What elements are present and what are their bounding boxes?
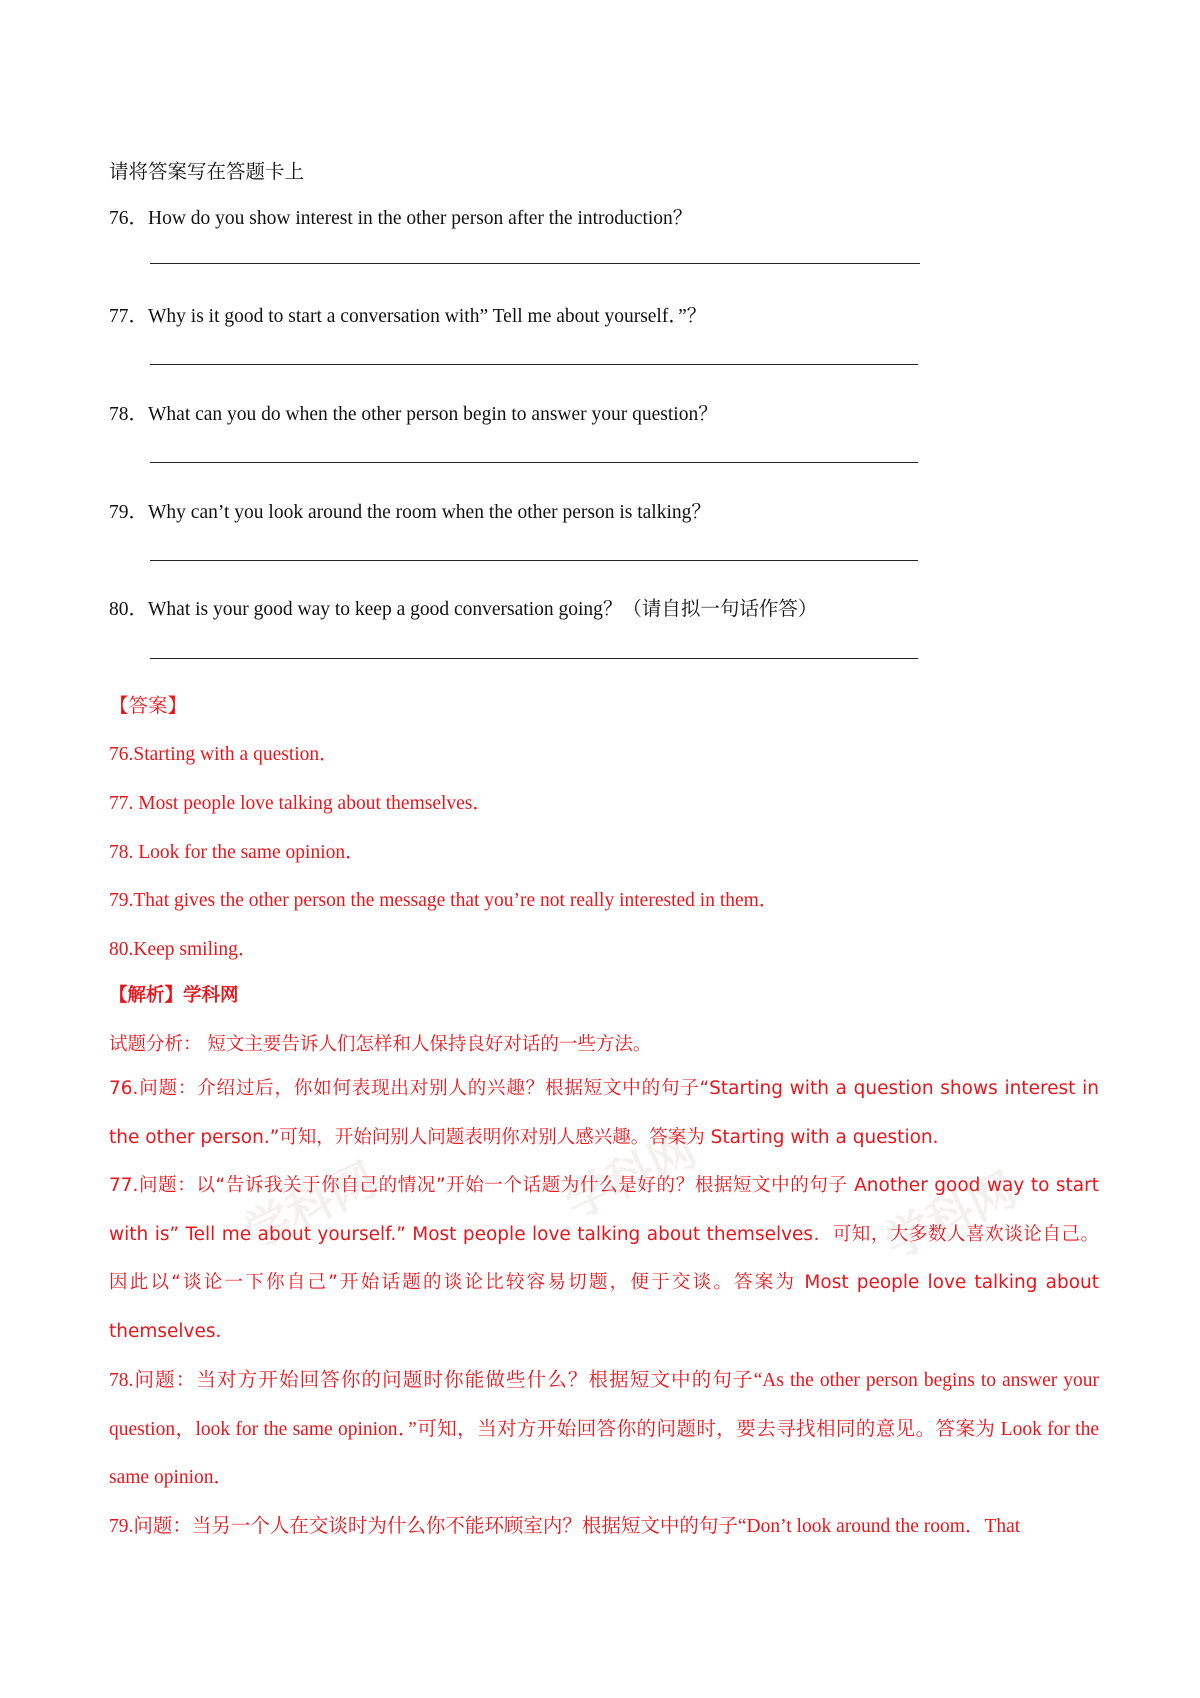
answer-line-78[interactable] bbox=[150, 462, 918, 463]
analysis-heading: 【解析】学科网 bbox=[109, 985, 239, 1006]
analysis-79: 79.问题：当另一个人在交谈时为什么你不能环顾室内？根据短文中的句子“Don’t look around the room．That bbox=[109, 1516, 1021, 1537]
answer-79: 79.That gives the other person the message that you’re not really interested in them． bbox=[109, 890, 779, 911]
answer-80: 80.Keep smiling． bbox=[109, 939, 258, 960]
watermark: 学科网 bbox=[876, 1162, 1025, 1270]
question-80 bbox=[109, 593, 817, 621]
question-number: 76． bbox=[109, 208, 149, 229]
answer-76: 76.Starting with a question． bbox=[109, 744, 339, 765]
question-number: 79． bbox=[109, 502, 149, 523]
question-number: 77． bbox=[109, 306, 149, 327]
answer-line-79[interactable] bbox=[150, 560, 918, 561]
answer-78: 78. Look for the same opinion． bbox=[109, 842, 365, 863]
answer-line-80[interactable] bbox=[150, 658, 918, 659]
question-78 bbox=[109, 398, 718, 426]
analysis-76: 76.问题：介绍过后，你如何表现出对别人的兴趣？根据短文中的句子“Starting with a question shows interest in the other person.”可知，开始问别人问题表明你对别人感兴趣。答案为 Starting with a question． bbox=[109, 1078, 1099, 1148]
instruction-text: 请将答案写在答题卡上 bbox=[109, 162, 305, 183]
watermark: 学科网 bbox=[556, 1122, 705, 1230]
question-77 bbox=[109, 300, 706, 328]
question-79 bbox=[109, 496, 711, 524]
answer-77: 77. Most people love talking about themselves． bbox=[109, 793, 492, 814]
question-number: 80． bbox=[109, 599, 149, 620]
answer-line-77[interactable] bbox=[150, 364, 918, 365]
question-text: What is your good way to keep a good conversation going？（请自拟一句话作答） bbox=[148, 599, 818, 620]
question-text: Why is it good to start a conversation with” Tell me about yourself．”？ bbox=[148, 306, 707, 327]
watermark: 学科网 bbox=[236, 1152, 385, 1260]
answer-heading: 【答案】 bbox=[109, 696, 188, 717]
question-number: 78． bbox=[109, 404, 149, 425]
question-text: How do you show interest in the other person after the introduction？ bbox=[148, 208, 693, 229]
analysis-77: 77.问题：以“告诉我关于你自己的情况”开始一个话题为什么是好的？根据短文中的句子 Another good way to start with is” Tell me about yourself.” Most people love talking about themselves．可知，大多数人喜欢谈论自己。因此以“谈论一下你自己”开始话题的谈论比较容易切题，便于交谈。答案为 Most people love talking about themselves． bbox=[109, 1175, 1099, 1342]
question-76 bbox=[109, 202, 692, 230]
analysis-78: 78.问题：当对方开始回答你的问题时你能做些什么？根据短文中的句子“As the other person begins to answer your question，look for the same opinion．”可知，当对方开始回答你的问题时，要去寻找相同的意见。答案为 Look for the same opinion． bbox=[109, 1370, 1099, 1488]
analysis-intro: 试题分析： 短文主要告诉人们怎样和人保持良好对话的一些方法。 bbox=[109, 1034, 652, 1055]
question-text: What can you do when the other person begin to answer your question？ bbox=[148, 404, 718, 425]
question-text: Why can’t you look around the room when the other person is talking？ bbox=[148, 502, 711, 523]
answer-line-76[interactable] bbox=[150, 263, 920, 264]
